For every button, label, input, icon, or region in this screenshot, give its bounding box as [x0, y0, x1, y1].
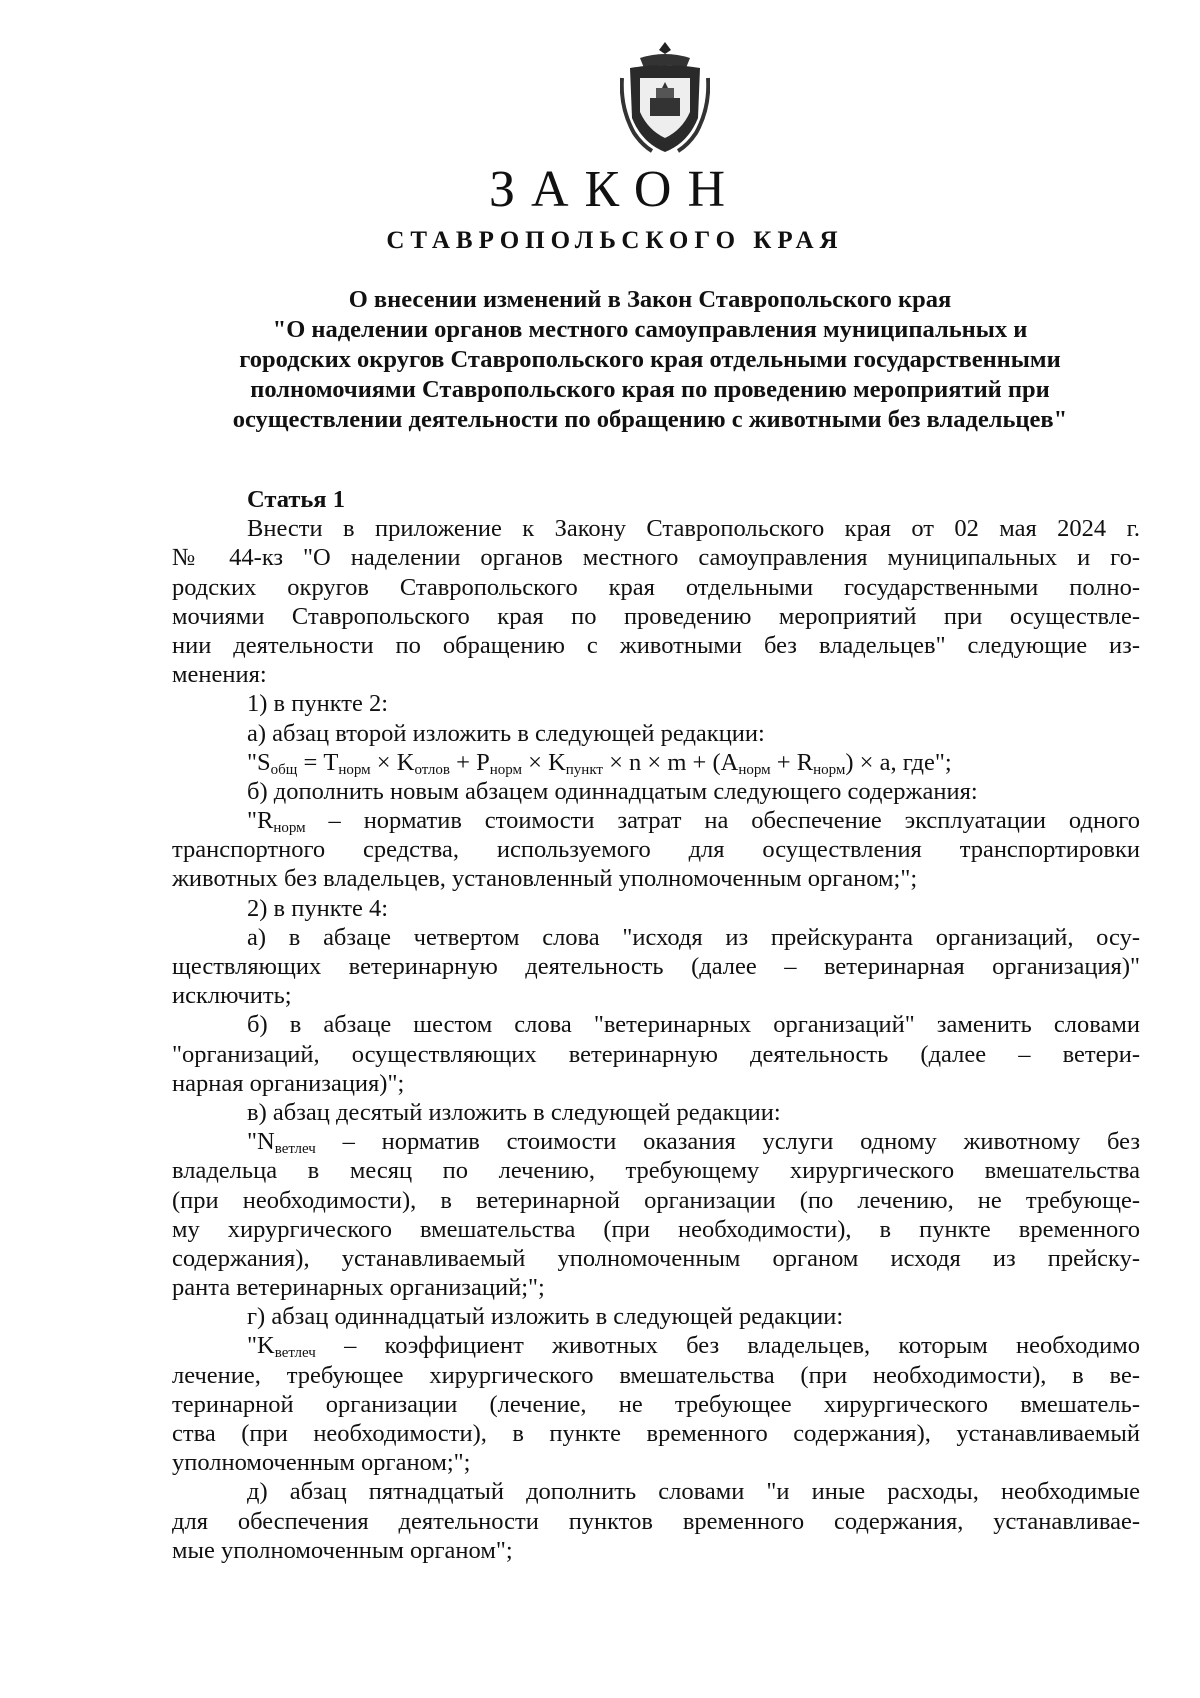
body-line: д) абзац пятнадцатый дополнить словами "и иные расходы, необходимые: [247, 1478, 1140, 1506]
body-line: ществляющих ветеринарную деятельность (далее – ветеринарная организация)": [172, 953, 1140, 980]
body-line: ства (при необходимости), в пункте временного содержания), устанавливаемый: [172, 1420, 1140, 1447]
law-title: [150, 285, 1150, 435]
body-line: "организаций, осуществляющих ветеринарную деятельность (далее – ветери-: [172, 1040, 1140, 1068]
body-line: лечение, требующее хирургического вмешательства (при необходимости), в ве-: [172, 1361, 1140, 1389]
body-line: а) в абзаце четвертом слова "исходя из прейскуранта организаций, осу-: [247, 923, 1140, 951]
body-line: а) абзац второй изложить в следующей редакции:: [247, 719, 765, 747]
body-line: нарная организация)";: [172, 1069, 405, 1097]
body-line: менения:: [172, 661, 267, 689]
document-type-title: ЗАКОН: [488, 161, 742, 218]
body-line: владельца в месяц по лечению, требующему хирургического вмешательства: [172, 1157, 1140, 1185]
cost-formula: "$S_{общ} = T_{норм} \times K_{отлов} + P_{норм} \times K_{пункт} \times n \times m + (A_{норм} + R_{норм}) \times a$, где";: [247, 748, 952, 778]
article-body: [172, 485, 1140, 1565]
body-line: в) абзац десятый изложить в следующей редакции:: [247, 1098, 781, 1126]
rnorm-definition-line: "$R_{норм}$ – норматив стоимости затрат на обеспечение эксплуатации одного: [247, 807, 1140, 837]
kvet-definition-line: "$K_{ветлеч}$ – коэффициент животных без владельцев, которым необходимо: [247, 1332, 1140, 1362]
law-title-line: городских округов Ставропольского края отдельными государственными: [239, 346, 1061, 373]
body-line: мочиями Ставропольского края по проведению мероприятий при осуществле-: [172, 602, 1140, 630]
body-line: родских округов Ставропольского края отдельными государственными полно-: [172, 573, 1140, 601]
nvet-definition-line: "$N_{ветлеч}$ – норматив стоимости оказания услуги одному животному без: [247, 1128, 1140, 1158]
body-line: му хирургического вмешательства (при необходимости), в пункте временного: [172, 1215, 1140, 1243]
body-line: транспортного средства, используемого для осуществления транспортировки: [172, 836, 1140, 864]
body-line: уполномоченным органом;";: [172, 1449, 471, 1477]
body-line: мые уполномоченным органом";: [172, 1536, 513, 1564]
body-line: 1) в пункте 2:: [247, 690, 389, 718]
body-line: нии деятельности по обращению с животными без владельцев" следующие из-: [172, 631, 1140, 659]
body-line: содержания), устанавливаемый уполномоченным органом исходя из прейску-: [172, 1244, 1140, 1272]
article-heading: Статья 1: [247, 486, 345, 513]
body-line: б) в абзаце шестом слова "ветеринарных организаций" заменить словами: [247, 1011, 1140, 1039]
law-title-line: О внесении изменений в Закон Ставропольского края: [348, 286, 952, 313]
body-line: (при необходимости), в ветеринарной организации (по лечению, не требующе-: [172, 1186, 1140, 1214]
body-line: Внести в приложение к Закону Ставропольского края от 02 мая 2024 г.: [247, 515, 1140, 543]
body-line: г) абзац одиннадцатый изложить в следующей редакции:: [247, 1303, 844, 1331]
coat-of-arms-icon: [620, 38, 710, 158]
body-line: теринарной организации (лечение, не требующее хирургического вмешатель-: [172, 1390, 1140, 1418]
body-line: № 44-кз "О наделении органов местного самоуправления муниципальных и го-: [172, 544, 1140, 572]
body-line: 2) в пункте 4:: [247, 894, 389, 922]
law-title-line: осуществлении деятельности по обращению с животными без владельцев": [232, 406, 1068, 433]
body-line: исключить;: [172, 982, 292, 1010]
body-line: животных без владельцев, установленный уполномоченным органом;";: [172, 865, 918, 893]
law-title-line: "О наделении органов местного самоуправления муниципальных и: [272, 316, 1028, 343]
body-line: ранта ветеринарных организаций;";: [172, 1274, 545, 1302]
issuer-subtitle: СТАВРОПОЛЬСКОГО КРАЯ: [386, 227, 844, 254]
body-line: для обеспечения деятельности пунктов временного содержания, устанавливае-: [172, 1507, 1140, 1535]
law-title-line: полномочиями Ставропольского края по проведению мероприятий при: [250, 376, 1050, 403]
body-line: б) дополнить новым абзацем одиннадцатым следующего содержания:: [247, 777, 978, 805]
